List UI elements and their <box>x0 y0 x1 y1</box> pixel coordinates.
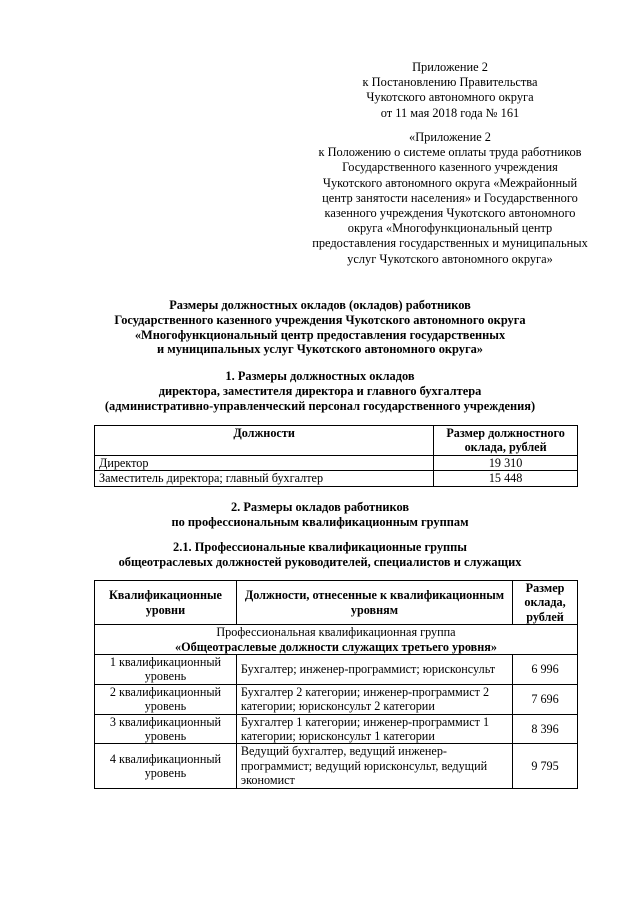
section-title-line: общеотраслевых должностей руководителей, специалистов и служащих <box>118 554 522 569</box>
quoted-appendix-line: казенного учреждения Чукотского автономного <box>324 206 576 221</box>
positions-cell: Бухгалтер; инженер-программист; юрисконсульт <box>236 655 512 685</box>
qualification-table <box>94 580 578 789</box>
appendix-line: от 11 мая 2018 года № 161 <box>380 105 520 120</box>
quoted-appendix-line: округа «Многофункциональный центр <box>347 221 553 236</box>
quoted-appendix <box>300 130 600 267</box>
quoted-appendix-line: центр занятости населения» и Государственного <box>322 190 578 205</box>
level-cell: 3 квалификационный уровень <box>95 714 237 744</box>
salary-cell: 7 696 <box>513 684 578 714</box>
header-salary: Размер должностного оклада, рублей <box>434 426 578 456</box>
table-row <box>95 471 578 486</box>
group-title-line: «Общеотраслевые должности служащих третьего уровня» <box>175 639 497 654</box>
table-row <box>95 744 578 788</box>
appendix-line: Приложение 2 <box>412 60 488 74</box>
header-salary: Размер оклада, рублей <box>513 581 578 625</box>
section-title-line: 2.1. Профессиональные квалификационные группы <box>173 540 467 554</box>
positions-cell: Бухгалтер 2 категории; инженер-программист 2 категории; юрисконсульт 2 категории <box>236 684 512 714</box>
table-header-row <box>95 581 578 625</box>
header-level: Квалификационные уровни <box>95 581 237 625</box>
appendix-header <box>300 60 600 121</box>
position-cell: Заместитель директора; главный бухгалтер <box>95 471 434 486</box>
section-1-title <box>0 369 640 413</box>
appendix-line: Чукотского автономного округа <box>366 90 534 105</box>
quoted-appendix-line: услуг Чукотского автономного округа» <box>347 251 553 266</box>
section-title-line: 2. Размеры окладов работников <box>230 500 410 514</box>
quoted-appendix-line: к Положению о системе оплаты труда работников <box>318 145 582 160</box>
table-row <box>95 684 578 714</box>
header-positions: Должности, отнесенные к квалификационным уровням <box>236 581 512 625</box>
table-row <box>95 655 578 685</box>
table-header-row <box>95 426 578 456</box>
salary-cell: 9 795 <box>513 744 578 788</box>
salary-cell: 6 996 <box>513 655 578 685</box>
quoted-appendix-line: Государственного казенного учреждения <box>342 160 558 175</box>
level-cell: 1 квалификационный уровень <box>95 655 237 685</box>
section-title-line: (административно-управленческий персонал государственного учреждения) <box>104 398 536 413</box>
section-title-line: 1. Размеры должностных окладов <box>225 369 415 383</box>
level-cell: 2 квалификационный уровень <box>95 684 237 714</box>
salary-cell: 19 310 <box>434 456 578 471</box>
quoted-appendix-line: «Приложение 2 <box>409 130 491 144</box>
appendix-line: к Постановлению Правительства <box>362 75 538 90</box>
group-row <box>95 625 578 655</box>
director-salary-table <box>94 425 578 487</box>
section-title-line: директора, заместителя директора и главного бухгалтера <box>158 383 482 398</box>
salary-cell: 15 448 <box>434 471 578 486</box>
salary-cell: 8 396 <box>513 714 578 744</box>
table-row <box>95 714 578 744</box>
main-title-line: Размеры должностных окладов (окладов) работников <box>169 298 471 312</box>
main-title-line: «Многофункциональный центр предоставления государственных <box>134 327 506 342</box>
quoted-appendix-line: предоставления государственных и муниципальных <box>312 236 588 251</box>
main-title-line: и муниципальных услуг Чукотского автономного округа» <box>157 342 483 357</box>
position-cell: Директор <box>95 456 434 471</box>
section-2-title <box>0 500 640 530</box>
group-title <box>95 625 578 655</box>
section-title-line: по профессиональным квалификационным группам <box>171 514 469 529</box>
section-2-1-title <box>0 540 640 570</box>
positions-cell: Бухгалтер 1 категории; инженер-программист 1 категории; юрисконсульт 1 категории <box>236 714 512 744</box>
header-position: Должности <box>95 426 434 456</box>
quoted-appendix-line: Чукотского автономного округа «Межрайонный <box>322 175 578 190</box>
main-title-line: Государственного казенного учреждения Чукотского автономного округа <box>114 312 526 327</box>
positions-cell: Ведущий бухгалтер, ведущий инженер-программист; ведущий юрисконсульт, ведущий экономист <box>236 744 512 788</box>
main-title <box>0 298 640 357</box>
group-title-line: Профессиональная квалификационная группа <box>216 625 456 640</box>
level-cell: 4 квалификационный уровень <box>95 744 237 788</box>
table-row <box>95 456 578 471</box>
